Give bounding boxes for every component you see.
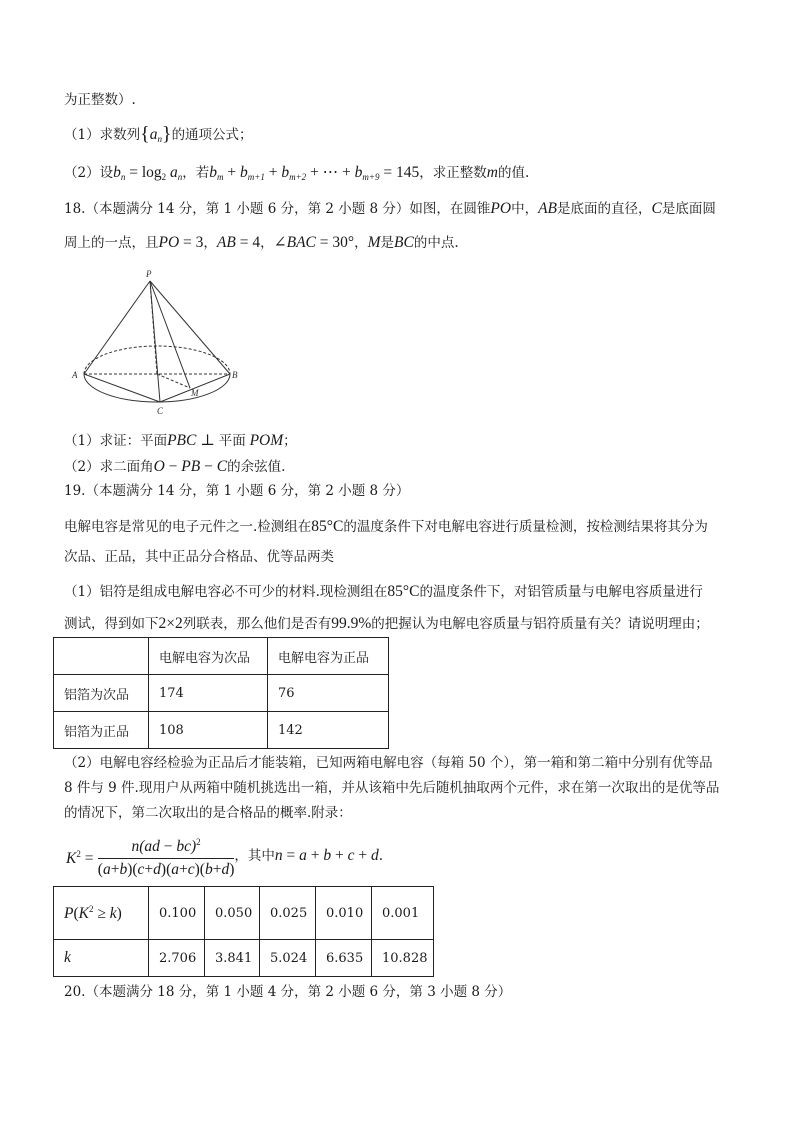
q19-part2-line3: 的情况下，第二次取出的是合格品的概率.附录：	[64, 805, 352, 821]
label-c: C	[157, 406, 164, 416]
table2-cell: 0.010	[316, 887, 372, 940]
contingency-table	[53, 637, 389, 749]
table1-header-cell	[54, 638, 149, 675]
table1-cell: 174	[149, 675, 268, 712]
q19-part1-line1: （1）铝符是组成电解电容必不可少的材料.现检测组在85°C的温度条件下，对铝管质量与电解电容质量进行	[64, 583, 703, 600]
q17-sum-equation: $b_m + b_{m+1} + b_{m+2}$ + ⋯ + $b_{m+9} = 145$	[209, 164, 420, 182]
table-row	[54, 940, 434, 977]
q19-part2-line1: （2）电解电容经检验为正品后才能装箱，已知两箱电解电容（每箱 50 个），第一箱和第二箱中分别有优等品	[64, 755, 713, 771]
table2-cell: 2.706	[149, 940, 205, 977]
q18-part2-formula: O − PB − C	[153, 458, 228, 475]
q18-angle-eq: ∠BAC = 30°	[273, 234, 355, 251]
table2-cell: 0.001	[372, 887, 434, 940]
table1-header-cell: 电解电容为正品	[268, 638, 389, 675]
q18-part1: （1）求证：平面PBC ⊥ 平面 POM；	[64, 432, 297, 449]
table2-cell: 5.024	[260, 940, 316, 977]
table2-cell: 0.025	[260, 887, 316, 940]
table2-cell: 0.100	[149, 887, 205, 940]
q18-ab-eq: AB = 4	[216, 234, 261, 251]
q19-part1-line2: 测试，得到如下2×2列联表，那么他们是否有99.9%的把握认为电解电容质量与铝符质量有关？请说明理由；	[64, 615, 709, 632]
q20-header: 20.（本题满分 18 分，第 1 小题 4 分，第 2 小题 6 分，第 3 小题 8 分）	[64, 984, 512, 1000]
cone-edge-pb	[150, 281, 230, 374]
q17-part1	[64, 124, 253, 149]
table1-cell: 108	[149, 712, 268, 749]
q19-part2-line2: 8 件与 9 件.现用户从两箱中随机挑选出一箱，并从该箱中先后随机抽取两个元件，求在第一次取出的是优等品	[64, 780, 720, 796]
q17-part1-sequence: $\{a_n\}$	[140, 123, 172, 145]
q19-header: 19.（本题满分 14 分，第 1 小题 6 分，第 2 小题 8 分）	[64, 483, 410, 499]
table1-cell: 142	[268, 712, 389, 749]
q19-intro-line2: 次品、正品，其中正品分合格品、优等品两类	[64, 549, 334, 565]
cone-edge-pa	[84, 281, 150, 374]
label-b: B	[232, 370, 238, 380]
q18-part2: （2）求二面角O − PB − C的余弦值.	[64, 458, 286, 475]
critical-value-table	[53, 886, 434, 977]
table1-header-cell: 电解电容为次品	[149, 638, 268, 675]
q17-bn-definition: $b_n = \log_2 a_n$	[113, 164, 183, 182]
formula-fraction: $\frac{n(ad - bc)^2}{(a+b)(c+d)(a+c)(b+d)}$	[98, 832, 235, 880]
q17-part1-prefix: （1）求数列	[64, 127, 141, 143]
cone-chord-ac	[84, 374, 160, 402]
table2-cell: 10.828	[372, 940, 434, 977]
table1-row-label: 铝箔为正品	[54, 712, 149, 749]
q17-part2: （2）设$b_n = \log_2 a_n$，若$b_m + b_{m+1} + b_{m+2}$ + ⋯ + $b_{m+9} = 145$，求正整数m的值.	[64, 164, 530, 182]
q18-part1-formula: PBC ⊥ 平面 POM	[167, 432, 284, 449]
label-p: P	[146, 269, 152, 279]
chi-square-formula: $K^2$ = $\frac{n(ad - bc)^2}{(a+b)(c+d)(a+c)(b+d)}$ ，其中n = a + b + c + d.	[66, 832, 383, 880]
label-m: M	[191, 388, 199, 398]
table2-cell: 0.050	[205, 887, 260, 940]
cone-base-front	[84, 374, 230, 402]
table-row	[54, 712, 389, 749]
table2-row-label: k	[54, 940, 149, 977]
q19-intro-line1: 电解电容是常见的电子元件之一.检测组在85°C的温度条件下对电解电容进行质量检测，按检测结果将其分为	[64, 518, 708, 535]
q18-line2: 周上的一点，且PO = 3，AB = 4，∠BAC = 30°，M是BC的中点.	[64, 234, 459, 251]
table-row	[54, 675, 389, 712]
q17-part1-suffix: 的通项公式；	[171, 127, 253, 143]
label-a: A	[72, 370, 78, 380]
q17-tail: 为正整数）.	[64, 92, 136, 108]
q17-m-var: m	[486, 164, 498, 181]
table2-cell: 6.635	[316, 940, 372, 977]
table1-cell: 76	[268, 675, 389, 712]
q18-header: 18.（本题满分 14 分，第 1 小题 6 分，第 2 小题 8 分）如图，在圆锥PO中，AB是底面的直径，C是底面圆	[64, 200, 716, 217]
q18-po-eq: PO = 3	[158, 234, 204, 251]
table2-cell: 3.841	[205, 940, 260, 977]
table2-row-label: $P(K^2 \ge k)$	[54, 887, 149, 940]
cone-figure	[66, 268, 246, 418]
table1-row-label: 铝箔为次品	[54, 675, 149, 712]
cone-edge-pm	[150, 281, 190, 388]
table-row	[54, 887, 434, 940]
